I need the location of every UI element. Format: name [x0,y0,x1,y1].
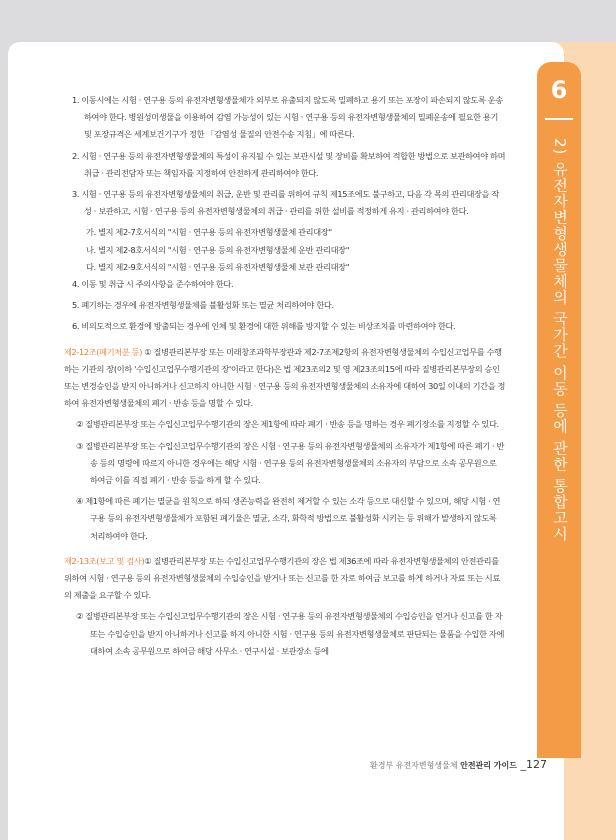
article-12-para: ④ 제1항에 따른 폐기는 멸균을 원칙으로 하되 생존능력을 완전히 제거할 수 있는 소각 등으로 대신할 수 있으며, 해당 시험 · 연구용 등의 유전자변형생물체가 포함된 폐기물은 멸균, 소각, 화학적 방법으로 불활성화 시키는 등 위해가 발생하지 않도록 처리하여야 한다. [76,496,501,541]
article-12-title: 제2-12조(폐기처분 등) [64,346,143,357]
list-item: 4. 이동 및 취급 시 주의사항을 준수하여야 한다. [72,279,234,290]
page-number: _127 [516,758,547,771]
list-item: 5. 폐기하는 경우에 유전자변형생물체를 불활성화 또는 멸균 처리하여야 한다. [72,300,334,311]
footer-publisher: 환경부 유전자변형생물체 [370,761,461,770]
list-item: 1. 이동시에는 시험 · 연구용 등의 유전자변형생물체가 외부로 유출되지 않도록 밀폐하고 용기 또는 포장이 파손되지 않도록 운송하여야 한다. 병원성미생물을 이용하여 감염 가능성이 있는 시험 · 연구용 등의 유전자변형생물체의 밀폐운송에 필요한 용기 및 포장규격은 세계보건기구가 정한 「감염성 물질의 안전수송 지침」에 따른다. [72,95,503,140]
article-12 [64,344,506,413]
article-12-body: ① 질병관리본부장 또는 미래창조과학부장관과 제2-7조제2항의 유전자변형생물체의 수입신고업무를 수행하는 기관의 장(이하 '수입신고업무수행기관의 장'이라고 한다)은 법 제23조의2 및 영 제23조의15에 따라 질병관리본부장의 승인 또는 변경승인을 받지 아니하거나 신고하지 아니한 시험 · 연구용 등의 유전자변형생물체의 소유자에 대하여 30일 이내의 기간을 정하여 유전자변형생물체의 폐기 · 반송 등을 명할 수 있다. [64,346,506,409]
article-12-para: ② 질병관리본부장 또는 수입신고업무수행기관의 장은 제1항에 따라 폐기 · 반송 등을 명하는 경우 폐기장소를 지정할 수 있다. [76,419,499,430]
article-13-title: 제2-13조(보고 및 검사) [64,555,145,566]
sub-list-item: 다. 별지 제2-9호서식의 "시험 · 연구용 등의 유전자변형생물체 보관 관리대장" [86,261,350,272]
article-13-body: ① 질병관리본부장 또는 수입신고업무수행기관의 장은 법 제36조에 따라 유전자변형생물체의 안전관리를 위하여 시험 · 연구용 등의 유전자변형생물체의 수입승인을 받거나 또는 신고를 한 자로 하여금 보고를 하게 하거나 자료 또는 시료의 제출을 요구할 수 있다. [64,555,500,601]
sub-list-item: 가. 별지 제2-7호서식의 "시험 · 연구용 등의 유전자변형생물체 관리대장" [86,227,332,238]
document-body [64,92,506,664]
chapter-title: 2) 유전자변형생물체의 국가간 이동 등에 관한 통합고시 [551,138,569,543]
article-13 [64,553,506,605]
page-footer [370,758,547,771]
list-item: 3. 시험 · 연구용 등의 유전자변형생물체의 취급, 운반 및 관리를 위하여 규칙 제15조에도 불구하고, 다음 각 목의 관리대장을 작성 · 보관하고, 시험 · 연구용 등의 유전자변형생물체의 취급 · 관리를 위한 설비를 적정하게 유지 · 관리하여야 한다. [72,189,499,217]
footer-guide-title: 안전관리 가이드 [460,761,517,770]
article-13-para: ② 질병관리본부장 또는 수입신고업무수행기관의 장은 시험 · 연구용 등의 유전자변형생물체의 수입승인을 얻거나 신고를 한 자 또는 수입승인을 받지 아니하거나 신고를 하지 아니한 시험 · 연구용 등의 유전자변형생물체로 판단되는 물품을 수입한 자에 대하여 소속 공무원으로 하여금 해당 사무소 · 연구시설 · 보관장소 등에 [76,611,504,656]
chapter-number: 6 [550,76,568,104]
tab-divider [545,118,573,120]
chapter-tab[interactable] [537,62,581,758]
article-12-para: ③ 질병관리본부장 또는 수입신고업무수행기관의 장은 시험 · 연구용 등의 유전자변형생물체의 소유자가 제1항에 따른 폐기 · 반송 등의 명령에 따르지 아니한 경우에는 해당 시험 · 연구용 등의 유전자변형생물체의 소유자의 부담으로 소속 공무원으로 하여금 이를 직접 폐기 · 반송 등을 하게 할 수 있다. [76,440,505,486]
sub-list-item: 나. 별지 제2-8호서식의 "시험 · 연구용 등의 유전자변형생물체 운반 관리대장" [86,244,350,255]
list-item: 6. 비의도적으로 환경에 방출되는 경우에 인체 및 환경에 대한 위해를 방지할 수 있는 비상조치를 마련하여야 한다. [72,321,456,332]
list-item: 2. 시험 · 연구용 등의 유전자변형생물체의 특성이 유지될 수 있는 보관시설 및 장비를 확보하여 적합한 방법으로 보관하여야 하며 취급 · 관리전담자 또는 책임자를 지정하여 안전하게 관리하여야 한다. [72,150,506,178]
